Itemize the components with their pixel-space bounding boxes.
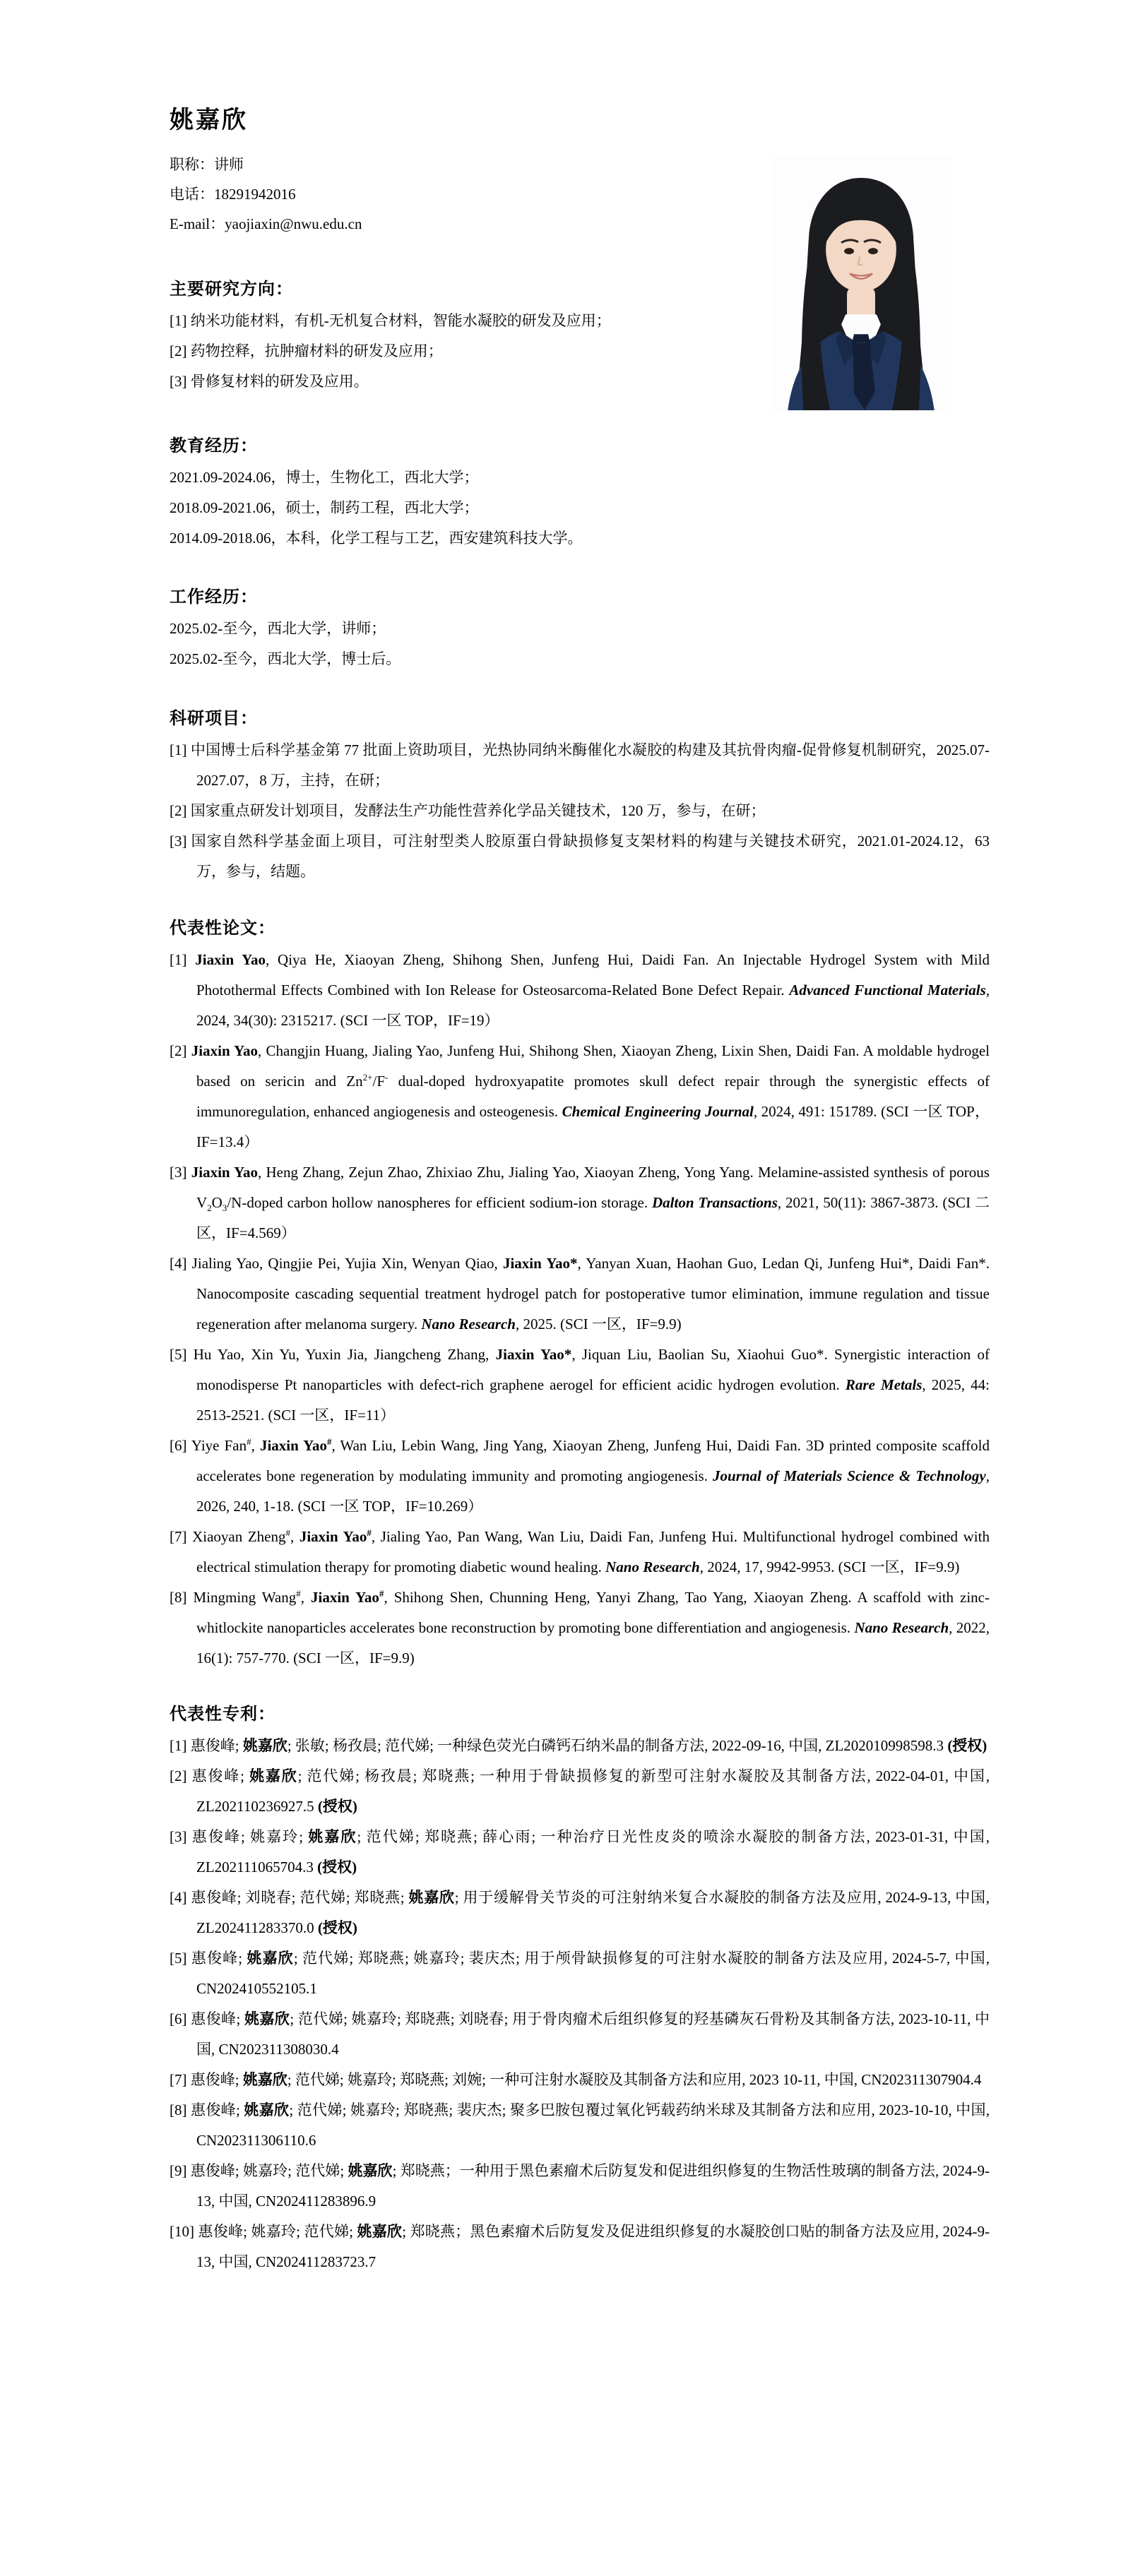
project-item: [2] 国家重点研发计划项目，发酵法生产功能性营养化学品关键技术，120 万，参与，在研； [170,802,766,819]
education-item: 2021.09-2024.06，博士，生物化工，西北大学； [170,469,479,486]
patents-title: 代表性专利： [170,1705,275,1724]
papers-items [170,945,990,1674]
project-item: [1] 中国博士后科学基金第 77 批面上资助项目，光热协同纳米酶催化水凝胶的构建及其抗骨肉瘤-促骨修复机制研究，2025.07-2027.07，8 万，主持，在研； [170,741,990,789]
education-title: 教育经历： [170,437,258,455]
patent-item: [6] 惠俊峰; 姚嘉欣; 范代娣; 姚嘉玲; 郑晓燕; 刘晓春; 用于骨肉瘤术后组织修复的羟基磷灰石骨粉及其制备方法, 2023-10-11, 中国, CN202311308030.4 [170,2010,990,2058]
section-papers [170,916,990,1674]
phone-label: 电话： [170,186,214,203]
projects-title: 科研项目： [170,710,258,728]
patent-item: [5] 惠俊峰; 姚嘉欣; 范代娣; 郑晓燕; 姚嘉玲; 裴庆杰; 用于颅骨缺损修复的可注射水凝胶的制备方法及应用, 2024-5-7, 中国, CN202410552105.1 [170,1950,990,1997]
education-items [170,463,990,554]
title-label: 职称： [170,156,214,173]
education-item: 2014.09-2018.06，本科，化学工程与工艺，西安建筑科技大学。 [170,530,583,547]
email-value: yaojiaxin@nwu.edu.cn [225,215,362,232]
person-name: 姚嘉欣 [170,107,248,133]
projects-items [170,735,990,887]
patent-item: [8] 惠俊峰; 姚嘉欣; 范代娣; 姚嘉玲; 郑晓燕; 裴庆杰; 聚多巴胺包覆过氧化钙载药纳米球及其制备方法和应用, 2023-10-10, 中国, CN202311306110.6 [170,2101,990,2149]
patent-item: [7] 惠俊峰; 姚嘉欣; 范代娣; 姚嘉玲; 郑晓燕; 刘婉; 一种可注射水凝胶及其制备方法和应用, 2023 10-11, 中国, CN202311307904.4 [170,2071,982,2088]
eye-right [868,248,878,254]
work-item: 2025.02-至今，西北大学，讲师； [170,620,386,637]
patent-item: [1] 惠俊峰; 姚嘉欣; 张敏; 杨孜晨; 范代娣; 一种绿色荧光白磷钙石纳米晶的制备方法, 2022-09-16, 中国, ZL202010998598.3 (授权) [170,1737,987,1754]
research-item: [1] 纳米功能材料，有机-无机复合材料，智能水凝胶的研发及应用； [170,312,611,329]
paper-item: [3] Jiaxin Yao, Heng Zhang, Zejun Zhao, Zhixiao Zhu, Jialing Yao, Xiaoyan Zheng, Yong Yang. Melamine-assisted synthesis of porous $V_2O_3/N$-doped carbon hollow nanospheres for efficient sodium-ion storage. Dalton Transactions, 2021, 50(11): 3867-3873. (SCI 二区，IF=4.569） [170,1164,990,1241]
patent-item: [3] 惠俊峰; 姚嘉玲; 姚嘉欣; 范代娣; 郑晓燕; 薛心雨; 一种治疗日光性皮炎的喷涂水凝胶的制备方法, 2023-01-31, 中国, ZL202111065704.3 (授权) [170,1828,990,1876]
papers-title: 代表性论文： [170,919,275,938]
work-title: 工作经历： [170,588,258,607]
section-projects [170,706,990,887]
paper-item: [6] Yiye Fan#, Jiaxin Yao#, Wan Liu, Lebin Wang, Jing Yang, Xiaoyan Zheng, Junfeng Hui, Daidi Fan. 3D printed composite scaffold accelerates bone regeneration by modulating immunity and promoting angiogenesis. Journal of Materials Science & Technology, 2026, 240, 1-18. (SCI 一区 TOP，IF=10.269） [170,1436,990,1515]
section-patents [170,1702,990,2277]
paper-item: [4] Jialing Yao, Qingjie Pei, Yujia Xin, Wenyan Qiao, Jiaxin Yao*, Yanyan Xuan, Haohan Guo, Ledan Qi, Junfeng Hui*, Daidi Fan*. Nanocomposite cascading sequential treatment hydrogel patch for postoperative tumor elimination, immune regulation and tissue regeneration after melanoma surgery. Nano Research, 2025. (SCI 一区，IF=9.9) [170,1255,990,1332]
patent-item: [10] 惠俊峰; 姚嘉玲; 范代娣; 姚嘉欣; 郑晓燕；黑色素瘤术后防复发及促进组织修复的水凝胶创口贴的制备方法及应用, 2024-9-13, 中国, CN202411283723.7 [170,2223,990,2270]
phone-value: 18291942016 [214,186,296,203]
patent-item: [9] 惠俊峰; 姚嘉玲; 范代娣; 姚嘉欣; 郑晓燕；一种用于黑色素瘤术后防复发和促进组织修复的生物活性玻璃的制备方法, 2024-9-13, 中国, CN202411283896.9 [170,2162,990,2210]
section-education [170,434,990,554]
patents-items [170,1731,990,2277]
email-label: E-mail： [170,215,225,232]
research-item: [3] 骨修复材料的研发及应用。 [170,373,369,390]
paper-item: [8] Mingming Wang#, Jiaxin Yao#, Shihong Shen, Chunning Heng, Yanyi Zhang, Tao Yang, Xiaoyan Zheng. A scaffold with zinc-whitlockite nanoparticles accelerates bone reconstruction by promoting bone differentiation and angiogenesis. Nano Research, 2022, 16(1): 757-770. (SCI 一区，IF=9.9) [170,1588,990,1666]
tie-knot [852,334,870,342]
title-value: 讲师 [214,156,244,173]
paper-item: [5] Hu Yao, Xin Yu, Yuxin Jia, Jiangcheng Zhang, Jiaxin Yao*, Jiquan Liu, Baolian Su, Xiaohui Guo*. Synergistic interaction of monodisperse Pt nanoparticles with defect-rich graphene aerogel for efficient acidic hydrogen evolution. Rare Metals, 2025, 44: 2513-2521. (SCI 一区，IF=11） [170,1346,990,1424]
work-items [170,614,990,674]
eye-left [844,248,854,254]
profile-photo [771,157,951,410]
patent-item: [4] 惠俊峰; 刘晓春; 范代娣; 郑晓燕; 姚嘉欣; 用于缓解骨关节炎的可注射纳米复合水凝胶的制备方法及应用, 2024-9-13, 中国, ZL202411283370.0 (授权) [170,1889,990,1936]
education-item: 2018.09-2021.06，硕士，制药工程，西北大学； [170,499,479,516]
portrait-illustration [771,157,951,410]
paper-item: [1] Jiaxin Yao, Qiya He, Xiaoyan Zheng, Shihong Shen, Junfeng Hui, Daidi Fan. An Injectable Hydrogel System with Mild Photothermal Effects Combined with Ion Release for Osteosarcoma-Related Bone Defect Repair. Advanced Functional Materials, 2024, 34(30): 2315217. (SCI 一区 TOP，IF=19） [170,951,990,1029]
patent-item: [2] 惠俊峰; 姚嘉欣; 范代娣; 杨孜晨; 郑晓燕; 一种用于骨缺损修复的新型可注射水凝胶及其制备方法, 2022-04-01, 中国, ZL202110236927.5 (授权) [170,1767,990,1815]
research-title: 主要研究方向： [170,280,293,299]
research-item: [2] 药物控释，抗肿瘤材料的研发及应用； [170,342,443,359]
paper-item: [2] Jiaxin Yao, Changjin Huang, Jialing Yao, Junfeng Hui, Shihong Shen, Xiaoyan Zheng, Lixin Shen, Daidi Fan. A moldable hydrogel based on sericin and $Zn^{2+}/F^-$ dual-doped hydroxyapatite promotes skull defect repair through the synergistic effects of immunoregulation, enhanced angiogenesis and osteogenesis. Chemical Engineering Journal, 2024, 491: 151789. (SCI 一区 TOP，IF=13.4） [170,1042,990,1150]
paper-item: [7] Xiaoyan Zheng#, Jiaxin Yao#, Jialing Yao, Pan Wang, Wan Liu, Daidi Fan, Junfeng Hui. Multifunctional hydrogel combined with electrical stimulation therapy for promoting diabetic wound healing. Nano Research, 2024, 17, 9942-9953. (SCI 一区，IF=9.9) [170,1527,990,1575]
section-work [170,585,990,674]
work-item: 2025.02-至今，西北大学，博士后。 [170,650,401,667]
project-item: [3] 国家自然科学基金面上项目，可注射型类人胶原蛋白骨缺损修复支架材料的构建与关键技术研究，2021.01-2024.12，63 万，参与，结题。 [170,833,990,880]
